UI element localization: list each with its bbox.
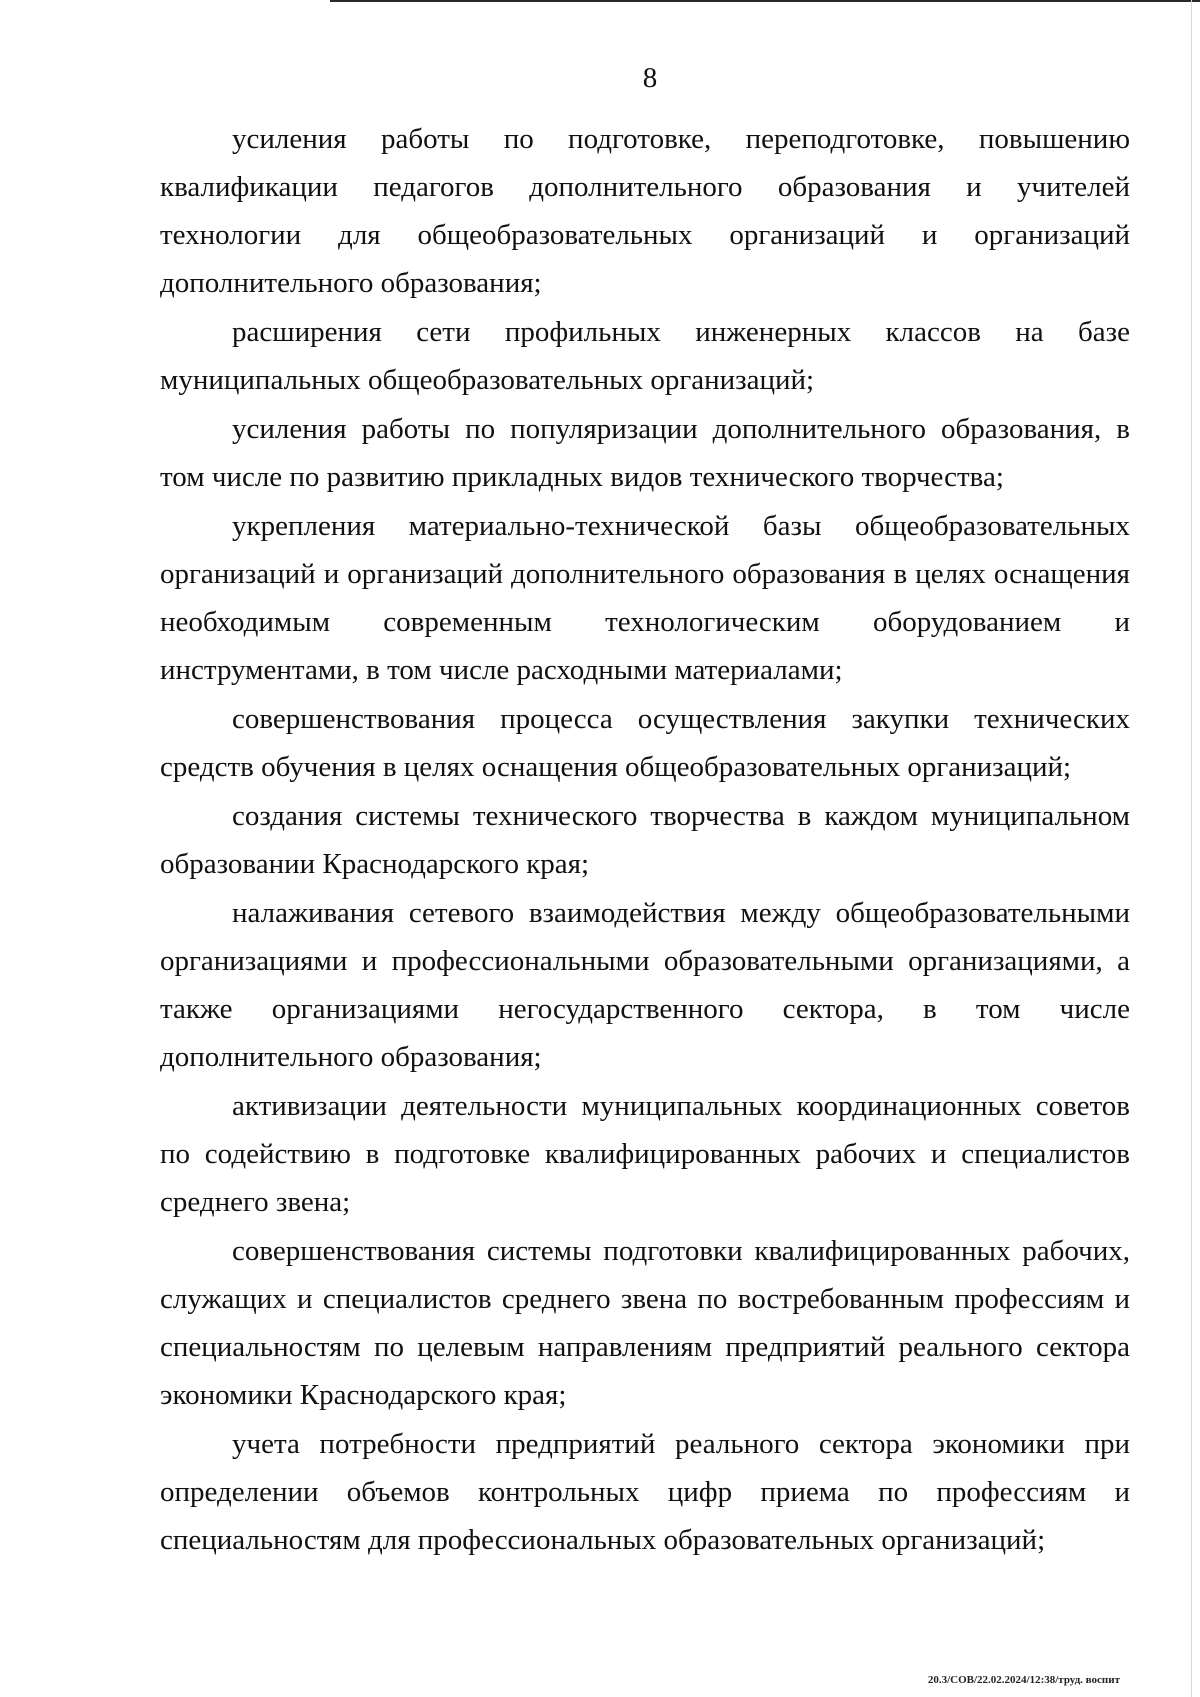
paragraph: расширения сети профильных инженерных классов на базе муниципальных общеобразовательных организаций; (160, 316, 1130, 396)
paragraph: налаживания сетевого взаимодействия между общеобразовательными организациями и профессиональными образовательными организациями, а также организациями негосударственного сектора, в том числе дополнительного образования; (160, 897, 1130, 1073)
paragraph: совершенствования процесса осуществления закупки технических средств обучения в целях оснащения общеобразовательных организаций; (160, 703, 1130, 783)
paragraph: активизации деятельности муниципальных координационных советов по содействию в подготовке квалифицированных рабочих и специалистов среднего звена; (160, 1090, 1130, 1218)
paragraph: укрепления материально-технической базы общеобразовательных организаций и организаций дополнительного образования в целях оснащения необходимым современным технологическим оборудованием и инструментами, в том числе расходными материалами; (160, 510, 1130, 686)
page-number: 8 (642, 62, 658, 94)
document-registration-code: 20.3/СОВ/22.02.2024/12:38/труд. воспит (927, 1674, 1120, 1686)
document-body (160, 115, 1130, 1565)
paragraph: учета потребности предприятий реального сектора экономики при определении объемов контрольных цифр приема по профессиям и специальностям для профессиональных образовательных организаций; (160, 1428, 1130, 1556)
scan-right-edge (1191, 0, 1192, 1697)
scan-top-edge (330, 0, 1200, 2)
paragraph: совершенствования системы подготовки квалифицированных рабочих, служащих и специалистов среднего звена по востребованным профессиям и специальностям по целевым направлениям предприятий реального сектора экономики Краснодарского края; (160, 1235, 1130, 1411)
paragraph: создания системы технического творчества в каждом муниципальном образовании Краснодарского края; (160, 800, 1130, 880)
paragraph: усиления работы по популяризации дополнительного образования, в том числе по развитию прикладных видов технического творчества; (160, 413, 1130, 493)
paragraph: усиления работы по подготовке, переподготовке, повышению квалификации педагогов дополнительного образования и учителей технологии для общеобразовательных организаций и организаций дополнительного образования; (160, 123, 1130, 299)
